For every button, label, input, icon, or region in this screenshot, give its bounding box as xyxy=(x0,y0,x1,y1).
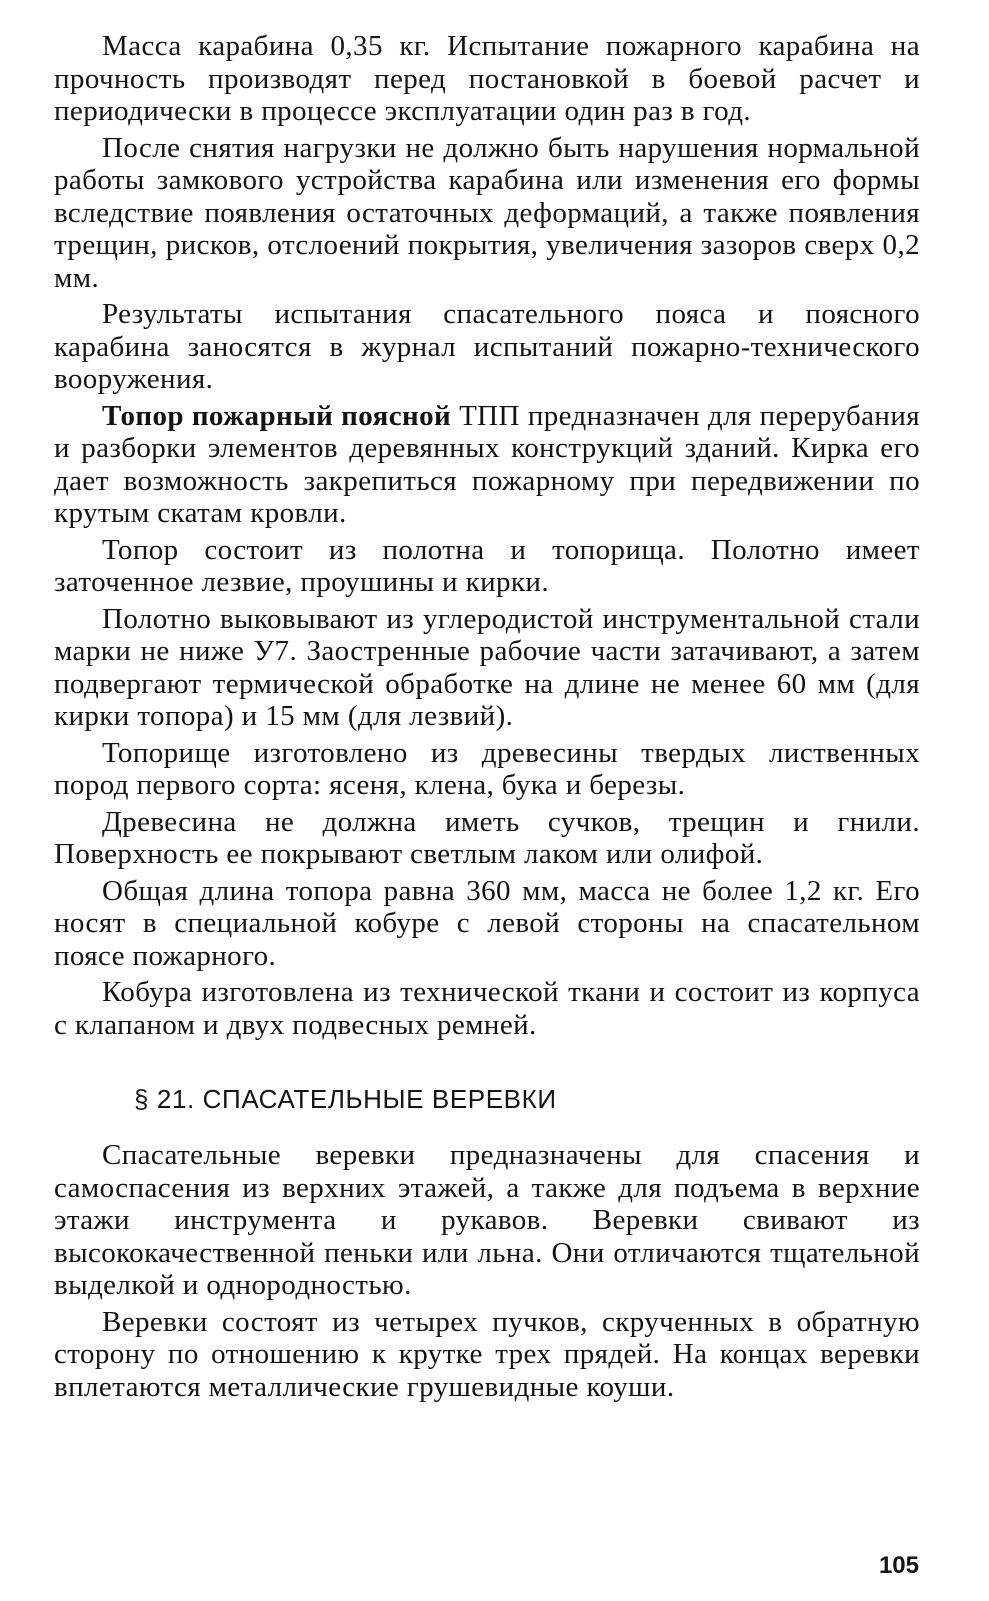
paragraph-ropes-structure: Веревки состоят из четырех пучков, скрученных в обратную сторону по отношению к крутке трех прядей. На концах веревки вплетаются металлические грушевидные коуши. xyxy=(54,1305,920,1403)
paragraph-axe-parts: Топор состоит из полотна и топорища. Полотно имеет заточенное лезвие, проушины и кирки. xyxy=(54,533,920,598)
book-page xyxy=(54,30,920,1407)
paragraph-carabiner-mass: Масса карабина 0,35 кг. Испытание пожарного карабина на прочность производят перед постановкой в боевой расчет и периодически в процессе эксплуатации один раз в год. xyxy=(54,30,920,127)
paragraph-after-load: После снятия нагрузки не должно быть нарушения нормальной работы замкового устройства карабина или изменения его формы вследствие появления остаточных деформаций, а также появления трещин, рисков, отслоений покрытия, увеличения зазоров сверх 0,2 мм. xyxy=(54,131,920,294)
paragraph-ropes-purpose: Спасательные веревки предназначены для спасения и самоспасения из верхних этажей, а также для подъема в верхние этажи инструмента и рукавов. Веревки свивают из высококачественной пеньки или льна. Они отличаются тщательной выделкой и однородностью. xyxy=(54,1139,920,1301)
fire-axe-bold-term: Топор пожарный поясной xyxy=(102,399,452,432)
paragraph-handle-wood: Топорище изготовлено из древесины твердых лиственных пород первого сорта: ясеня, клена, бука и березы. xyxy=(54,736,920,801)
section-heading: § 21. СПАСАТЕЛЬНЫЕ ВЕРЕВКИ xyxy=(134,1084,557,1114)
page-number: 105 xyxy=(878,1552,919,1579)
paragraph-holster: Кобура изготовлена из технической ткани и состоит из корпуса с клапаном и двух подвесных ремней. xyxy=(54,976,920,1041)
paragraph-test-results: Результаты испытания спасательного пояса и поясного карабина заносятся в журнал испытаний пожарно-технического вооружения. xyxy=(54,298,920,395)
fire-axe-description: ТПП предназначен для перерубания и разборки элементов деревянных конструкций зданий. Кирка его дает возможность закрепиться пожарному при передвижении по крутым скатам кровли. xyxy=(54,399,920,529)
paragraph-fire-axe xyxy=(54,400,920,530)
paragraph-axe-length: Общая длина топора равна 360 мм, масса не более 1,2 кг. Его носят в специальной кобуре с левой стороны на спасательном поясе пожарного. xyxy=(54,874,920,972)
paragraph-blade-forging: Полотно выковывают из углеродистой инструментальной стали марки не ниже У7. Заостренные рабочие части затачивают, а затем подвергают термической обработке на длине не менее 60 мм (для кирки топора) и 15 мм (для лезвий). xyxy=(54,602,920,732)
paragraph-wood-quality: Древесина не должна иметь сучков, трещин и гнили. Поверхность ее покрывают светлым лаком или олифой. xyxy=(54,805,920,870)
